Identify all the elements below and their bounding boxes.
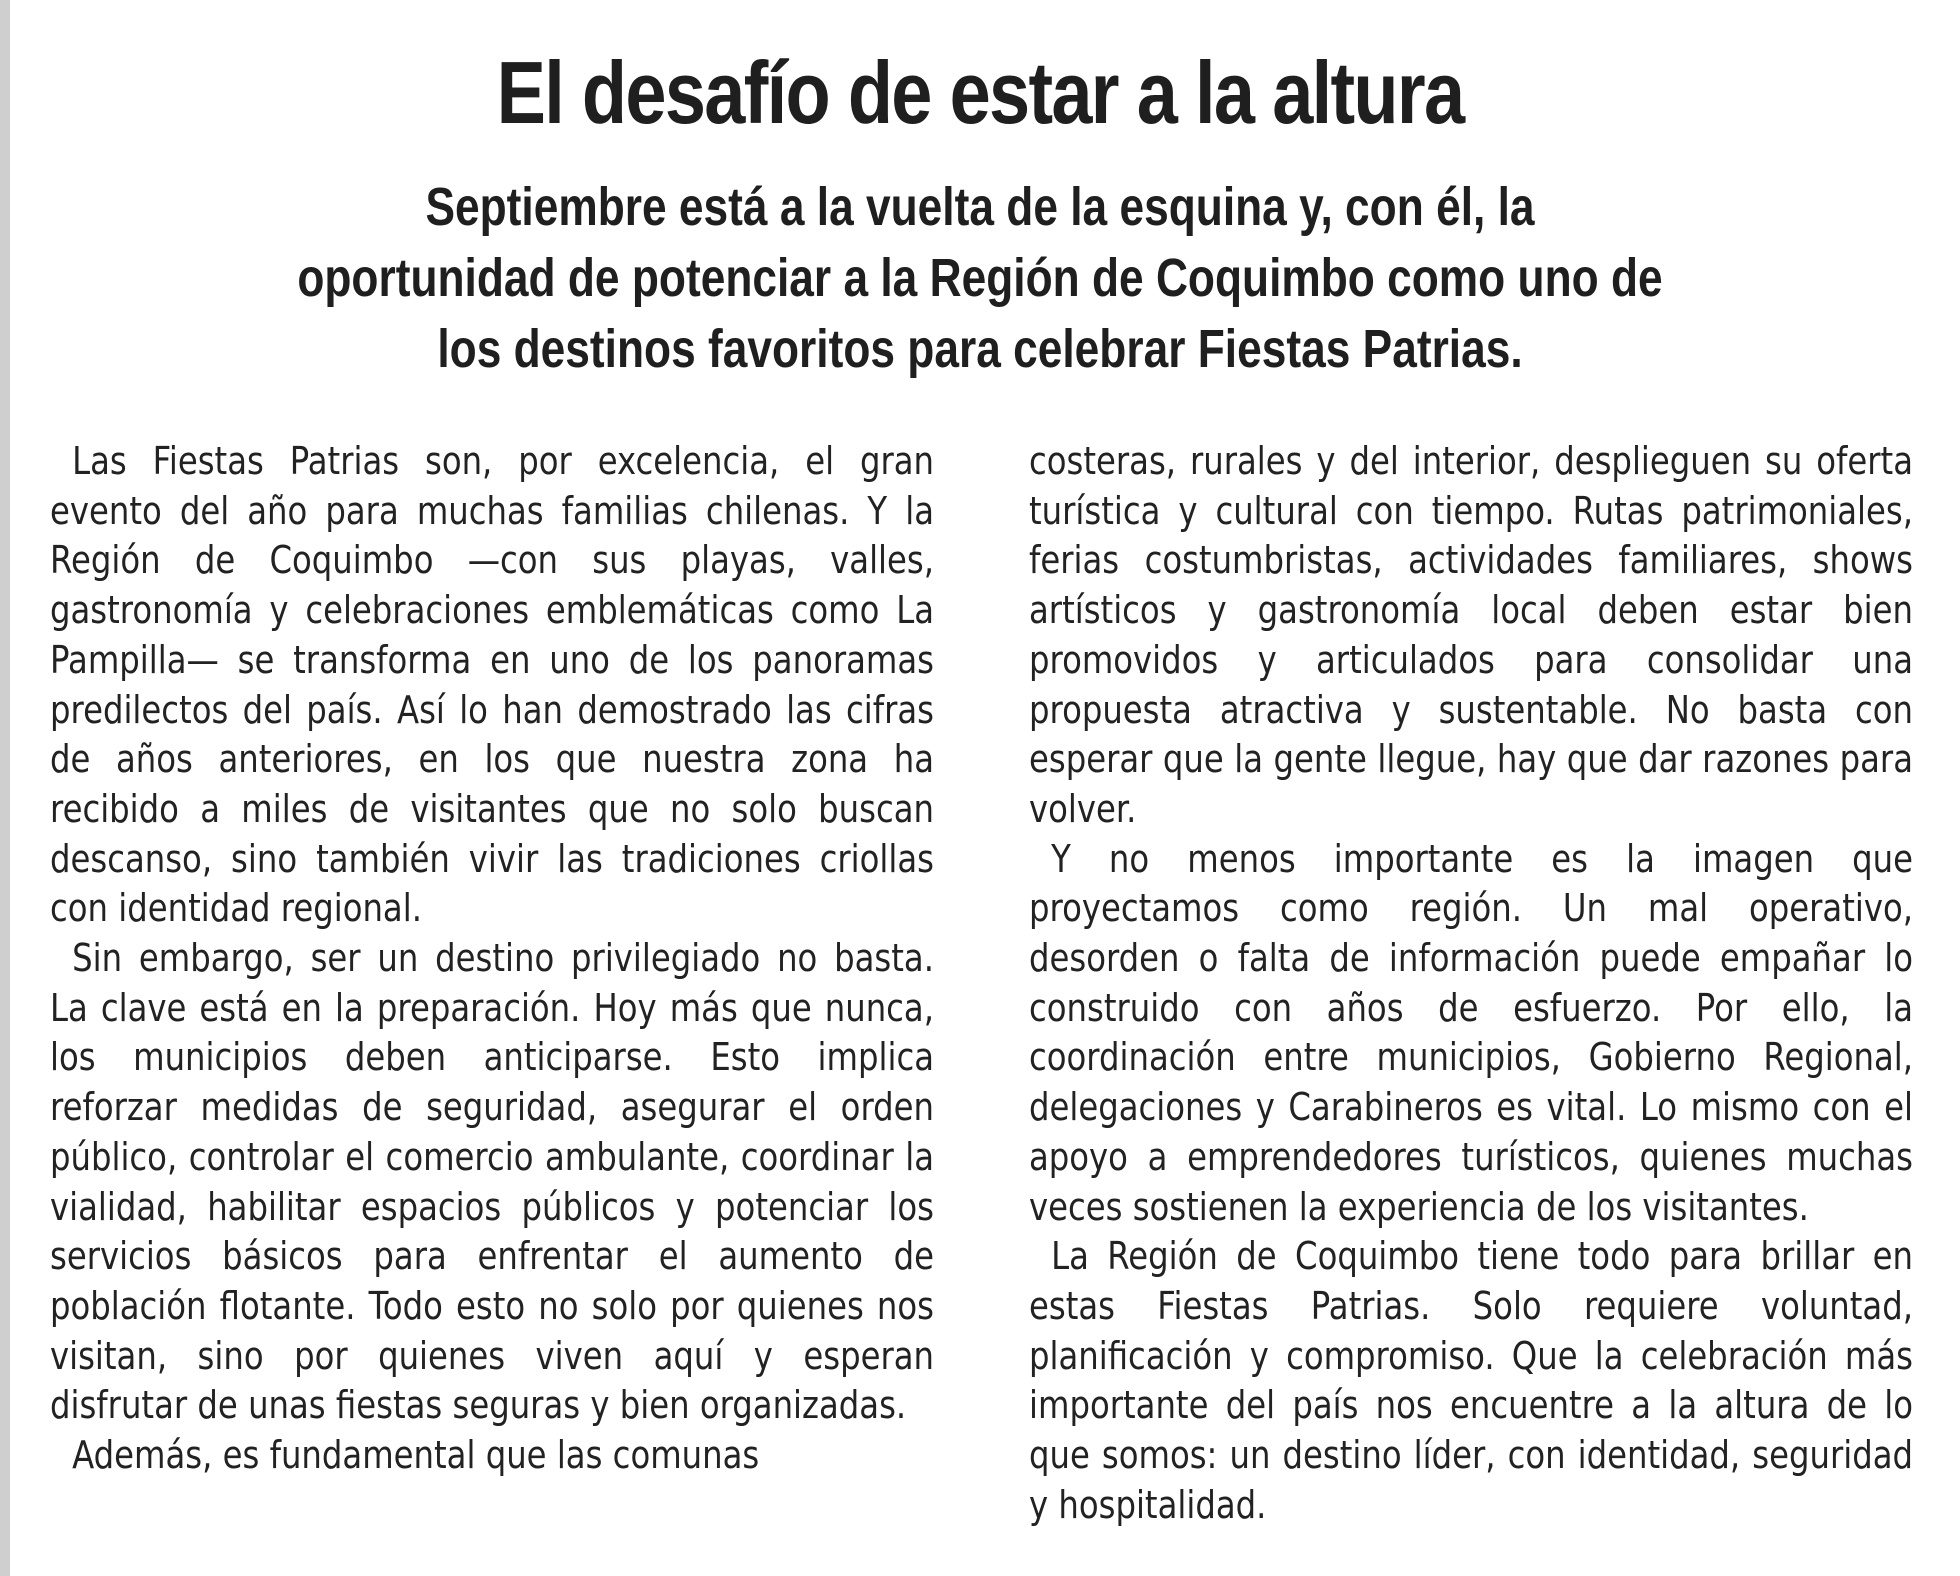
page-edge-rule [0, 0, 10, 1576]
body-paragraph: La Región de Coquimbo tiene todo para brillar en estas Fiestas Patrias. Solo requiere voluntad, planificación y compromiso. Que la celebración más importante del país nos encuentre a la altura de lo que somos: un destino líder, con identidad, seguridad y hospitalidad. [1029, 1234, 1913, 1527]
body-paragraph: Y no menos importante es la imagen que proyectamos como región. Un mal operativo, desorden o falta de información puede empañar lo construido con años de esfuerzo. Por ello, la coordinación entre municipios, Gobierno Regional, delegaciones y Carabineros es vital. Lo mismo con el apoyo a emprendedores turísticos, quienes muchas veces sostienen la experiencia de los visitantes. [1029, 836, 1913, 1229]
article-column-right [1029, 437, 1913, 1530]
body-paragraph: Las Fiestas Patrias son, por excelencia, el gran evento del año para muchas familias chilenas. Y la Región de Coquimbo —con sus playas, valles, gastronomía y celebraciones emblemáticas como La Pampilla— se transforma en uno de los panoramas predilectos del país. Así lo han demostrado las cifras de años anteriores, en los que nuestra zona ha recibido a miles de visitantes que no solo buscan descanso, sino también vivir las tradiciones criollas con identidad regional. [50, 439, 935, 931]
body-paragraph: Además, es fundamental que las comunas [72, 1433, 760, 1478]
article-column-left [50, 437, 934, 1481]
article-deck: Septiembre está a la vuelta de la esquina y, con él, la oportunidad de potenciar a la Región de Coquimbo como uno de los destinos favoritos para celebrar Fiestas Patrias. [297, 177, 1663, 379]
article-headline: El desafío de estar a la altura [496, 43, 1464, 142]
body-paragraph: Sin embargo, ser un destino privilegiado no basta. La clave está en la preparación. Hoy más que nunca, los municipios deben anticiparse. Esto implica reforzar medidas de seguridad, asegurar el orden público, controlar el comercio ambulante, coordinar la vialidad, habilitar espacios públicos y potenciar los servicios básicos para enfrentar el aumento de población flotante. Todo esto no solo por quienes nos visitan, sino por quienes viven aquí y esperan disfrutar de unas fiestas seguras y bien organizadas. [50, 936, 935, 1428]
body-paragraph-continued: costeras, rurales y del interior, desplieguen su oferta turística y cultural con tiempo. Rutas patrimoniales, ferias costumbristas, actividades familiares, shows artísticos y gastronomía local deben estar bien promovidos y articulados para consolidar una propuesta atractiva y sustentable. No basta con esperar que la gente llegue, hay que dar razones para volver. [1029, 439, 1913, 831]
